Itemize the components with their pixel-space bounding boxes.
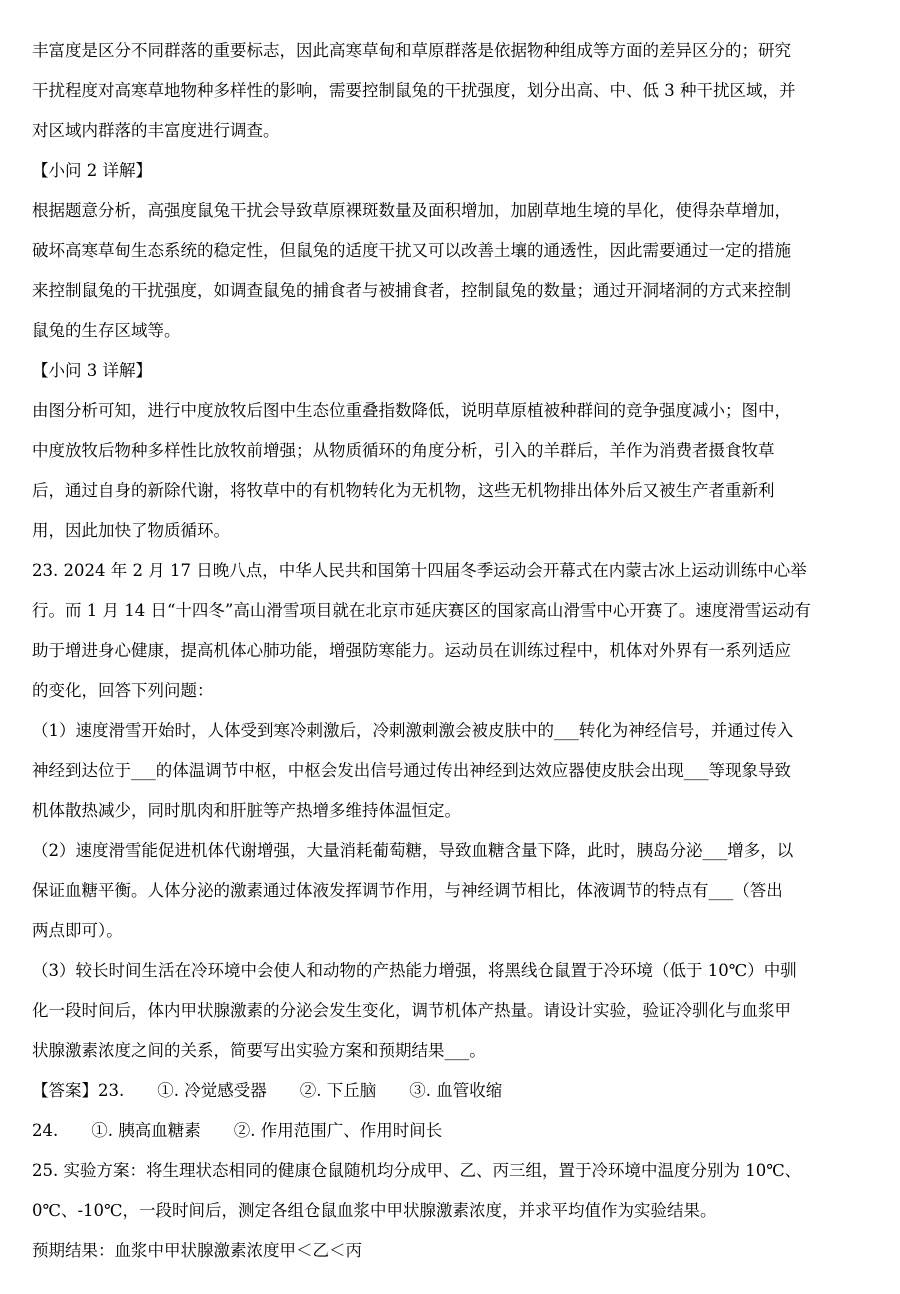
answer-line: 24. ①. 胰高血糖素 ②. 作用范围广、作用时间长 bbox=[32, 1121, 443, 1140]
text-line: 后，通过自身的新除代谢，将牧草中的有机物转化为无机物，这些无机物排出体外后又被生产者重新利 bbox=[32, 481, 775, 500]
answer-line: 预期结果：血浆中甲状腺激素浓度甲＜乙＜丙 bbox=[32, 1241, 362, 1260]
text-line: 由图分析可知，进行中度放牧后图中生态位重叠指数降低，说明草原植被种群间的竞争强度减小；图中， bbox=[32, 401, 791, 420]
text-line: 用，因此加快了物质循环。 bbox=[32, 521, 230, 540]
question-line: （3）较长时间生活在冷环境中会使人和动物的产热能力增强，将黑线仓鼠置于冷环境（低于 10℃）中驯 bbox=[32, 961, 797, 980]
question-line: 的变化，回答下列问题： bbox=[32, 681, 214, 700]
question-line: 状腺激素浓度之间的关系，简要写出实验方案和预期结果___。 bbox=[32, 1041, 486, 1060]
question-line: （1）速度滑雪开始时，人体受到寒冷刺激后，冷刺激刺激会被皮肤中的___转化为神经信号，并通过传入 bbox=[32, 721, 794, 740]
question-line: （2）速度滑雪能促进机体代谢增强，大量消耗葡萄糖，导致血糖含量下降，此时，胰岛分泌___增多，以 bbox=[32, 841, 794, 860]
question-line: 保证血糖平衡。人体分泌的激素通过体液发挥调节作用，与神经调节相比，体液调节的特点有___（答出 bbox=[32, 881, 783, 900]
section-heading: 【小问 3 详解】 bbox=[32, 361, 152, 380]
question-line: 助于增进身心健康，提高机体心肺功能，增强防寒能力。运动员在训练过程中，机体对外界有一系列适应 bbox=[32, 641, 791, 660]
question-line: 23. 2024 年 2 月 17 日晚八点，中华人民共和国第十四届冬季运动会开幕式在内蒙古冰上运动训练中心举 bbox=[32, 561, 807, 580]
text-line: 中度放牧后物种多样性比放牧前增强；从物质循环的角度分析，引入的羊群后，羊作为消费者摄食牧草 bbox=[32, 441, 775, 460]
answer-line: 【答案】23. ①. 冷觉感受器 ②. 下丘脑 ③. 血管收缩 bbox=[32, 1081, 503, 1100]
text-line: 对区域内群落的丰富度进行调查。 bbox=[32, 121, 280, 140]
question-line: 两点即可）。 bbox=[32, 921, 123, 940]
question-line: 机体散热减少，同时肌肉和肝脏等产热增多维持体温恒定。 bbox=[32, 801, 461, 820]
text-line: 来控制鼠兔的干扰强度，如调查鼠兔的捕食者与被捕食者，控制鼠兔的数量；通过开洞堵洞的方式来控制 bbox=[32, 281, 791, 300]
text-line: 鼠兔的生存区域等。 bbox=[32, 321, 181, 340]
question-line: 神经到达位于___的体温调节中枢，中枢会发出信号通过传出神经到达效应器使皮肤会出现___等现象导致 bbox=[32, 761, 791, 780]
text-line: 干扰程度对高寒草地物种多样性的影响，需要控制鼠兔的干扰强度，划分出高、中、低 3 种干扰区域，并 bbox=[32, 81, 796, 100]
answer-line: 0℃、-10℃，一段时间后，测定各组仓鼠血浆中甲状腺激素浓度，并求平均值作为实验结果。 bbox=[32, 1201, 717, 1220]
question-line: 化一段时间后，体内甲状腺激素的分泌会发生变化，调节机体产热量。请设计实验，验证冷驯化与血浆甲 bbox=[32, 1001, 791, 1020]
question-line: 行。而 1 月 14 日“十四冬”高山滑雪项目就在北京市延庆赛区的国家高山滑雪中心开赛了。速度滑雪运动有 bbox=[32, 601, 811, 620]
section-heading: 【小问 2 详解】 bbox=[32, 161, 152, 180]
text-line: 根据题意分析，高强度鼠兔干扰会导致草原裸斑数量及面积增加，加剧草地生境的旱化，使得杂草增加， bbox=[32, 201, 791, 220]
text-line: 丰富度是区分不同群落的重要标志，因此高寒草甸和草原群落是依据物种组成等方面的差异区分的；研究 bbox=[32, 41, 791, 60]
text-line: 破坏高寒草甸生态系统的稳定性，但鼠兔的适度干扰又可以改善土壤的通透性，因此需要通过一定的措施 bbox=[32, 241, 791, 260]
answer-line: 25. 实验方案：将生理状态相同的健康仓鼠随机均分成甲、乙、丙三组，置于冷环境中温度分别为 10℃、 bbox=[32, 1161, 802, 1180]
